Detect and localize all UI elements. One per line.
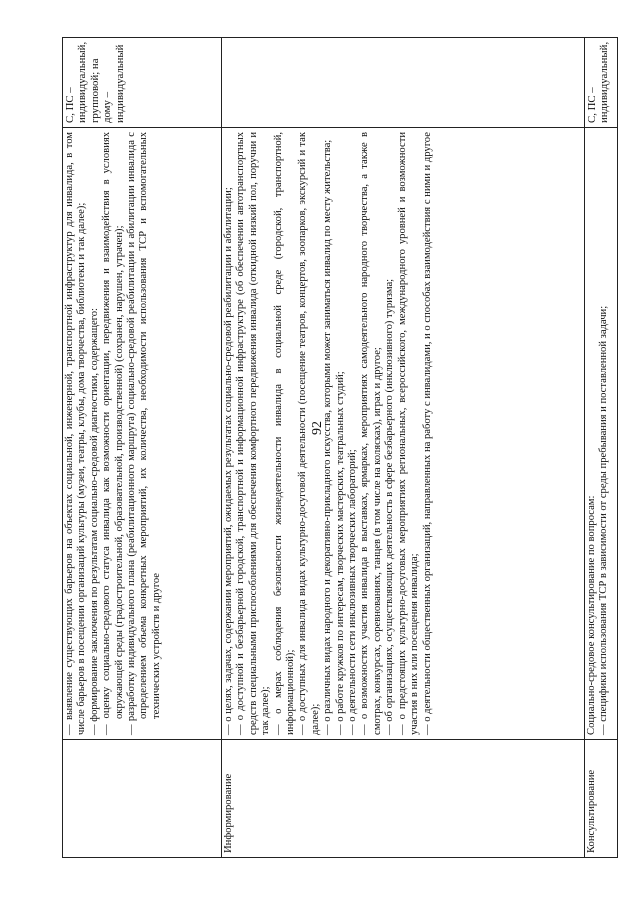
content-item: — формирование заключения по результатам социально-средовой диагностики, содержащего: (88, 307, 100, 735)
service-content-cell (63, 128, 222, 740)
table-row (222, 38, 585, 858)
services-table (62, 37, 618, 858)
content-item: — об организациях, осуществляющих деятельность в сфере безбарьерного (инклюзивного) туризма; (384, 278, 396, 735)
table-row (63, 38, 222, 858)
content-item: — о доступной и безбарьерной городской, транспортной и информационной инфраструктуре (об обеспечении автотранспортных средств специальными приспособлениями для обеспечения комфортного передвижения инвалида (откидной низкий пол, поручни и так далее); (235, 132, 272, 735)
content-item: — о доступных для инвалида видах культурно-досуговой деятельности (посещение театров, концертов, зоопарков, экскурсий и так далее); (297, 132, 321, 735)
service-title-cell (63, 740, 222, 858)
content-item: — о мерах соблюдения безопасности жизнедеятельности инвалида в социальной среде (городской, транспортной, информационной); (272, 132, 297, 735)
content-item: — о различных видах народного и декоративно-прикладного искусства, которыми может заниматься инвалид по месту жительства; (322, 139, 334, 735)
service-form-cell: С, ПС – индивидуальный, (585, 38, 618, 128)
content-item: — о деятельности сети инклюзивных творческих лабораторий; (347, 449, 359, 735)
content-item: — о работе кружков по интересам, творческих мастерских, театральных студий; (334, 371, 346, 735)
service-content-cell (222, 128, 585, 740)
content-item: Социально-средовое консультирование по вопросам: (586, 495, 597, 735)
page-number: 92 (310, 421, 325, 435)
content-item: — о предстоящих культурно-досуговых мероприятиях региональных, всероссийского, международного уровней и возможности участия в них или посещения инвалида; (396, 132, 421, 735)
content-item: — оценку социально-средового статуса инвалида как возможности ориентации, передвижения и взаимодействия в условиях окружающей среды (градостроительной, образовательной, производственной) (сохранен, нарушен, утрачен); (101, 132, 125, 735)
table-row (585, 38, 618, 858)
rotated-page-content (62, 38, 632, 858)
service-form-cell (222, 38, 585, 128)
service-title-cell: Информирование (222, 740, 585, 858)
content-item: — о целях, задачах, содержании мероприятий, ожидаемых результатах социально-средовой реабилитации и абилитации; (223, 187, 234, 735)
content-item: — выявление существующих барьеров на объектах социальной, инженерной, транспортной инфраструктур для инвалида, в том числе барьеров в посещении организаций культуры (музеи, театры, клубы, дома творчества, библиотеки и так далее); (64, 132, 88, 735)
service-title-cell: Консультирование (585, 740, 618, 858)
content-item: — разработку индивидуального плана (реабилитационного маршрута) социально-средовой реабилитации и абилитации инвалида с определением объема конкретных мероприятий, их количества, необходимости использования ТСР и вспомогательных технических устройств и другое (126, 132, 162, 735)
content-item: — о возможностях участия инвалида в выставках, ярмарках, мероприятиях самодеятельного народного творчества, а также в смотрах, конкурсах, соревнованиях, танцев (в том числе на колясках), играх и другое; (359, 132, 383, 735)
content-item: — о деятельности общественных организаций, направленных на работу с инвалидами, и о способах взаимодействия с ними и другое (421, 132, 433, 735)
content-item: — специфики использования ТСР в зависимости от среды пребывания и поставленной задачи; (598, 305, 610, 735)
service-form-cell: С, ПС – индивидуальный, групповой; на дому – индивидуальный (63, 38, 222, 128)
service-content-cell (585, 128, 618, 740)
